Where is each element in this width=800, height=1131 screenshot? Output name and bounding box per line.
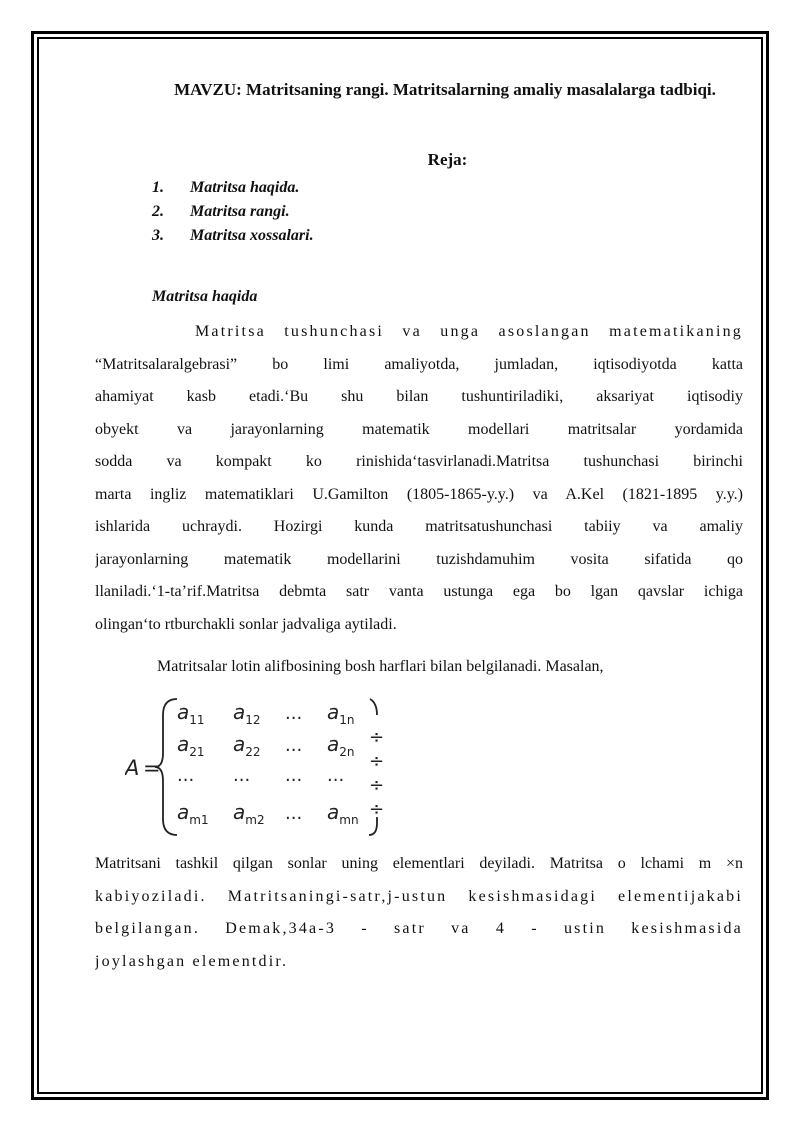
- paragraph-line: jarayonlarning matematik modellarini tuzishdamuhim vosita sifatida qo: [95, 550, 743, 568]
- matrix-cell: ...: [285, 735, 303, 756]
- plan-item: [152, 200, 314, 224]
- paragraph-line: “Matritsalaralgebrasi” bo limi amaliyotda, jumladan, iqtisodiyotda katta: [95, 355, 743, 373]
- paragraph-matrix-intro: Matritsalar lotin alifbosining bosh harflari bilan belgilanadi. Masalan,: [157, 658, 604, 675]
- paragraph-line: Matritsa tushunchasi va unga asoslangan matematikaning: [195, 323, 743, 340]
- matrix-cell: $a_{22}$: [233, 732, 261, 759]
- paragraph-line: ishlarida uchraydi. Hozirgi kunda matritsatushunchasi tabiiy va amaliy: [95, 518, 743, 535]
- matrix-cell: $a_{2n}$: [327, 732, 355, 759]
- plan-item-label: Matritsa xossalari.: [190, 227, 314, 244]
- paragraph-line: obyekt va jarayonlarning matematik modellari matritsalar yordamida: [95, 420, 743, 438]
- matrix-name: A: [125, 756, 140, 780]
- plan-item-label: Matritsa rangi.: [190, 203, 290, 220]
- plan-heading: Reja:: [427, 150, 468, 169]
- plan-item-number: 1.: [152, 179, 164, 196]
- matrix-cell: $a_{m2}$: [233, 800, 265, 827]
- paragraph-line: llaniladi.‘1-ta’rif.Matritsa debmta satr vanta ustunga ega bo lgan qavslar ichiga: [95, 583, 743, 600]
- matrix-cell: $a_{12}$: [233, 700, 261, 727]
- plan-item: [152, 224, 314, 248]
- equals-sign: =: [143, 756, 161, 780]
- plan-list: [152, 176, 314, 248]
- paragraph-line: kabiyoziladi. Matritsaningi-satr,j-ustun kesishmasidagi elementijakabi: [95, 887, 743, 905]
- matrix-bracket-glyph: ÷: [369, 775, 385, 796]
- matrix-cell: ...: [327, 765, 345, 786]
- paragraph-elements: [95, 848, 743, 978]
- matrix-bracket-glyph: ÷: [369, 799, 385, 820]
- paragraph-line: marta ingliz matematiklari U.Gamilton (1805-1865-y.y.) va A.Kel (1821-1895 y.y.): [95, 485, 743, 503]
- paragraph-line: sodda va kompakt ko rinishida‘tasvirlanadi.Matritsa tushunchasi birinchi: [95, 453, 743, 470]
- matrix-bracket-glyph: ÷: [369, 751, 385, 772]
- plan-item-number: 3.: [152, 227, 164, 244]
- matrix-right-bracket: [370, 699, 377, 715]
- matrix-cell: $a_{mn}$: [327, 800, 359, 827]
- paragraph-intro: [95, 316, 743, 641]
- paragraph-line: joylashgan elementdir.: [95, 952, 289, 970]
- paragraph-line: Matritsani tashkil qilgan sonlar uning elementlari deyiladi. Matritsa o lchami m ×n: [95, 855, 743, 872]
- matrix-cell: ...: [285, 765, 303, 786]
- matrix-cell: $a_{21}$: [177, 732, 205, 759]
- matrix-cell: ...: [177, 765, 195, 786]
- plan-item-label: Matritsa haqida.: [190, 179, 300, 196]
- matrix-bracket-glyph: ÷: [369, 727, 385, 748]
- matrix-cell: $a_{1n}$: [327, 700, 355, 727]
- plan-item: [152, 176, 314, 200]
- paragraph-line: belgilangan. Demak,34a-3 - satr va 4 - ustin kesishmasida: [95, 920, 743, 937]
- paragraph-line: ahamiyat kasb etadi.‘Bu shu bilan tushuntiriladiki, aksariyat iqtisodiy: [95, 388, 743, 405]
- plan-item-number: 2.: [152, 203, 164, 220]
- section-title: Matritsa haqida: [152, 288, 258, 305]
- matrix-cell: $a_{11}$: [177, 700, 205, 727]
- matrix-left-brace: [155, 699, 177, 835]
- matrix-cell: ...: [233, 765, 251, 786]
- matrix-cells: [177, 700, 359, 827]
- matrix-formula: [125, 695, 425, 840]
- document-title: MAVZU: Matritsaning rangi. Matritsalarning amaliy masalalarga tadbiqi.: [174, 80, 716, 99]
- matrix-cell: ...: [285, 703, 303, 724]
- paragraph-line: olingan‘to rtburchakli sonlar jadvaliga aytiladi.: [95, 615, 397, 633]
- matrix-cell: $a_{m1}$: [177, 800, 209, 827]
- matrix-cell: ...: [285, 803, 303, 824]
